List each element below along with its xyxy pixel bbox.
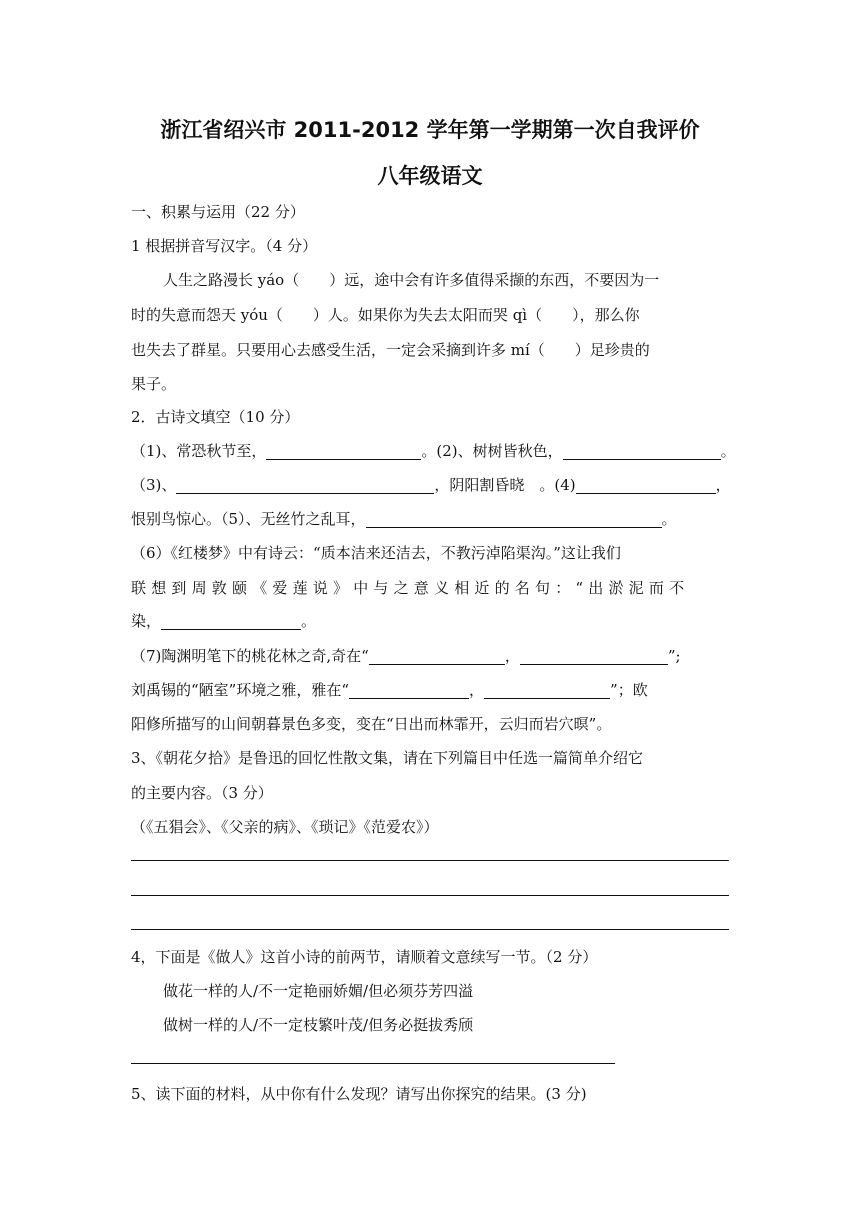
exam-subtitle: 八年级语文	[377, 164, 483, 188]
question-5-heading: 5、读下面的材料，从中你有什么发现？请写出你探究的结果。(3 分)	[131, 1085, 587, 1103]
prompt-text: 。(2)、树树皆秋色，	[421, 442, 563, 460]
poem-fill-line	[131, 474, 731, 495]
question-1-line: 时的失意而怨天 yóu（ ）人。如果你为失去太阳而哭 qì（ ），那么你	[131, 306, 640, 324]
prompt-text: ”;	[667, 647, 681, 665]
answer-blank[interactable]	[266, 443, 421, 460]
question-1-line: 也失去了群星。只要用心去感受生活，一定会采摘到许多 mí（ ）足珍贵的	[131, 341, 650, 359]
question-1-heading: 1 根据拼音写汉字。（4 分）	[131, 237, 318, 255]
answer-blank[interactable]	[366, 511, 662, 528]
poem-line: 做树一样的人/不一定枝繁叶茂/但务必挺拔秀颀	[163, 1016, 474, 1034]
question-2-line: 阳修所描写的山间朝暮景色多变，变在“日出而林霏开，云归而岩穴暝”。	[131, 715, 612, 733]
prompt-text: ，阴阳割昏晓 。(4)	[434, 476, 576, 494]
answer-line[interactable]	[131, 1063, 615, 1064]
prompt-text: 。	[720, 442, 736, 460]
poem-line: 做花一样的人/不一定艳丽娇媚/但必须芬芳四溢	[163, 982, 474, 1000]
prompt-text: ”；欧	[610, 681, 648, 699]
answer-blank[interactable]	[563, 443, 721, 460]
question-1-line: 果子。	[131, 375, 177, 393]
prompt-text: 染，	[131, 612, 162, 630]
prompt-text: 恨别鸟惊心。（5）、无丝竹之乱耳，	[131, 510, 366, 528]
answer-blank[interactable]	[369, 648, 505, 665]
prompt-text: （7)陶渊明笔下的桃花林之奇,奇在“	[131, 647, 369, 665]
poem-fill-line	[131, 645, 681, 666]
answer-line[interactable]	[131, 929, 729, 930]
answer-blank[interactable]	[576, 477, 716, 494]
prompt-text: 。	[661, 510, 677, 528]
question-2-heading: 2．古诗文填空（10 分）	[131, 408, 300, 426]
answer-line[interactable]	[131, 860, 729, 861]
question-3-line: （《五猖会》、《父亲的病》、《琐记》《范爱农》）	[131, 818, 439, 836]
answer-blank[interactable]	[484, 682, 610, 699]
question-4-heading: 4，下面是《做人》这首小诗的前两节，请顺着文意续写一节。（2 分）	[131, 948, 598, 966]
poem-fill-line	[131, 508, 677, 529]
poem-fill-line	[131, 610, 316, 631]
question-3-line: 3、《朝花夕拾》是鲁迅的回忆性散文集，请在下列篇目中任选一篇简单介绍它	[131, 749, 644, 767]
question-1-line: 人生之路漫长 yáo（ ）远，途中会有许多值得采撷的东西，不要因为一	[163, 271, 660, 289]
prompt-text: （1)、常恐秋节至，	[131, 442, 267, 460]
prompt-text: ，	[504, 647, 520, 665]
answer-blank[interactable]	[161, 613, 301, 630]
answer-blank[interactable]	[176, 477, 434, 494]
question-2-line	[131, 577, 729, 598]
answer-line[interactable]	[131, 895, 729, 896]
prompt-text: （3)、	[131, 476, 177, 494]
question-2-line: （6）《红楼梦》中有诗云：“质本洁来还洁去，不教污淖陷渠沟。”这让我们	[131, 544, 621, 562]
exam-title: 浙江省绍兴市 2011-2012 学年第一学期第一次自我评价	[160, 118, 700, 142]
prompt-text: 。	[301, 612, 317, 630]
prompt-text: 刘禹锡的“陋室”环境之雅，雅在“	[131, 681, 350, 699]
prompt-text: ，	[469, 681, 485, 699]
question-3-line: 的主要内容。（3 分）	[131, 784, 273, 802]
answer-blank[interactable]	[349, 682, 469, 699]
poem-fill-line	[131, 440, 736, 461]
prompt-text: 联想到周敦颐《爱莲说》中与之意义相近的名句：“出淤泥而不	[131, 579, 690, 597]
section-heading: 一、积累与运用（22 分）	[131, 203, 305, 221]
answer-blank[interactable]	[520, 648, 668, 665]
prompt-text: ，	[715, 476, 731, 494]
poem-fill-line	[131, 679, 648, 700]
